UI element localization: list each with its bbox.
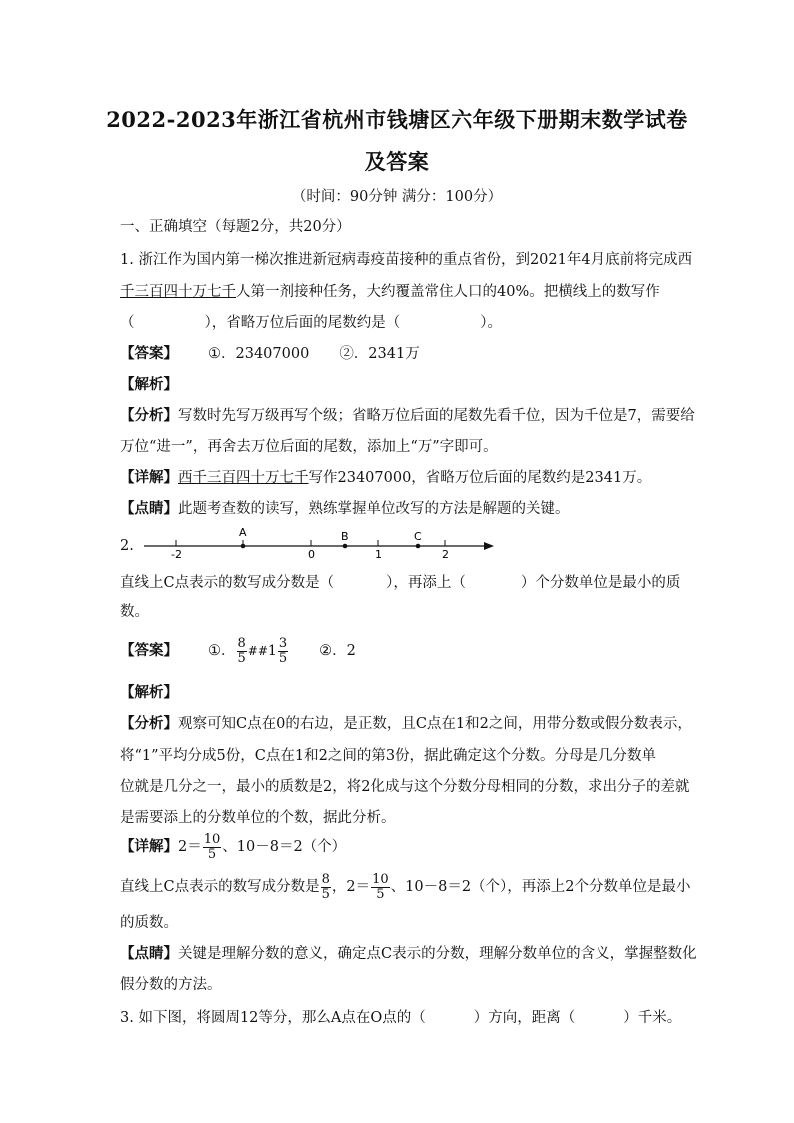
q2-result-a: 直线上C点表示的数写成分数是 — [120, 879, 320, 895]
q3-text-b: ）方向，距离（ — [473, 1010, 576, 1026]
tick-label-2: 2 — [442, 548, 449, 561]
q3-text-a: 3. 如下图，将圆周12等分，那么A点在O点的（ — [120, 1010, 426, 1026]
detail-tag: 【详解】 — [120, 469, 178, 486]
q1-jiexi-tag: 【解析】 — [120, 376, 178, 393]
number-line-figure — [140, 526, 500, 562]
q1-answer — [120, 344, 420, 364]
q2-answer-separator: ## — [247, 644, 268, 658]
q1-text-line1: 1. 浙江作为国内第一梯次推进新冠病毒疫苗接种的重点省份，到2021年4月底前将完成西 — [120, 252, 693, 268]
detail-tag: 【详解】 — [120, 838, 178, 855]
answer-tag: 【答案】 — [120, 345, 178, 362]
q2-answer-2: ②．2 — [319, 643, 356, 659]
q2-analysis-line1 — [120, 714, 692, 734]
analysis-tag: 【分析】 — [120, 715, 178, 732]
q1-comment — [120, 499, 570, 519]
q2-detail-fraction: $\frac{10}{5}$ — [203, 831, 221, 862]
q2-text-b: ），再添上（ — [386, 575, 466, 591]
q3-text-c: ）千米。 — [623, 1010, 682, 1026]
q2-answer-1-prefix: ①． — [208, 643, 236, 659]
q2-result-line2: 的质数。 — [120, 915, 178, 931]
q2-result-line1 — [120, 872, 691, 902]
q1-analysis-line2: 万位“进一”，再舍去万位后面的尾数，添加上“万”字即可。 — [120, 439, 498, 455]
q2-analysis-line4: 是需要添上的分数单位的个数，据此分析。 — [120, 810, 396, 826]
page-title: 2022-2023年浙江省杭州市钱塘区六年级下册期末数学试卷 — [106, 107, 688, 132]
page-title-line2: 及答案 — [364, 149, 430, 174]
q2-result-c: 、10－8＝2（个），再添上2个分数单位是最小 — [390, 879, 691, 895]
analysis-tag: 【分析】 — [120, 407, 178, 424]
q2-text-a: 直线上C点表示的数写成分数是（ — [120, 575, 335, 591]
comment-tag: 【点睛】 — [120, 945, 178, 962]
point-label-a: A — [239, 526, 247, 539]
q1-comment-text: 此题考查数的读写，熟练掌握单位改写的方法是解题的关键。 — [178, 501, 570, 517]
q2-text-line1 — [120, 573, 680, 593]
q2-detail — [120, 832, 346, 862]
q2-answer — [120, 636, 356, 666]
q2-analysis-text1: 观察可知C点在0的右边，是正数，且C点在1和2之间，用带分数或假分数表示， — [178, 716, 692, 732]
q1-detail-underlined: 西千三百四十万七千 — [178, 470, 309, 486]
tick-label-1: 1 — [375, 548, 382, 561]
comment-tag: 【点睛】 — [120, 500, 178, 517]
tick-label-minus2: -2 — [171, 548, 182, 561]
q2-answer-mixed-int: 1 — [267, 643, 277, 659]
q1-answer-2: ②．2341万 — [339, 346, 420, 362]
number-line-arrow — [484, 542, 494, 550]
q2-answer-mixed-fraction: $\frac{3}{5}$ — [278, 635, 288, 666]
q1-text-line2-rest: 人第一剂接种任务，大约覆盖常住人口的40%。把横线上的数写作 — [236, 284, 660, 300]
q1-blank-mid: ），省略万位后面的尾数约是（ — [204, 315, 401, 331]
q2-result-fraction2: $\frac{10}{5}$ — [372, 871, 389, 902]
point-label-b: B — [341, 530, 349, 543]
section-heading: 一、正确填空（每题2分，共20分） — [120, 219, 351, 235]
point-a — [241, 544, 246, 549]
q2-answer-fraction: $\frac{8}{5}$ — [237, 635, 246, 666]
q2-comment-line1 — [120, 944, 697, 964]
q2-comment-text1: 关键是理解分数的意义，确定点C表示的分数，理解分数单位的含义，掌握整数化 — [178, 946, 697, 962]
q2-detail-a: 2＝ — [178, 839, 202, 855]
q1-analysis-line1 — [120, 406, 695, 426]
q1-answer-1: ①．23407000 — [208, 346, 310, 362]
q2-text-c: ）个分数单位是最小的质 — [520, 575, 681, 591]
point-c — [416, 544, 421, 549]
q2-text-line2: 数。 — [120, 604, 149, 620]
q3-text-line1 — [120, 1008, 681, 1028]
q1-detail-text: 写作23407000，省略万位后面的尾数约是2341万。 — [308, 470, 652, 486]
q2-number: 2. — [120, 538, 134, 554]
point-b — [343, 544, 348, 549]
answer-tag: 【答案】 — [120, 642, 178, 659]
q1-detail — [120, 468, 651, 488]
q2-analysis-line2: 将“1”平均分成5份，C点在1和2之间的第3份，据此确定这个分数。分母是几分数单 — [120, 748, 657, 764]
q2-detail-b: 、10－8＝2（个） — [222, 839, 347, 855]
q2-result-fraction1: $\frac{8}{5}$ — [321, 871, 330, 902]
q1-text-line2 — [120, 282, 660, 302]
q2-jiexi-tag: 【解析】 — [120, 684, 178, 701]
q2-comment-line2: 假分数的方法。 — [120, 977, 222, 993]
tick-label-0: 0 — [308, 548, 315, 561]
q1-blank-close: ）。 — [480, 315, 502, 331]
point-label-c: C — [414, 530, 422, 543]
q1-blank-open: （ — [120, 315, 135, 331]
q1-text-line3 — [120, 313, 502, 333]
q1-underlined-number: 千三百四十万七千 — [120, 284, 236, 300]
exam-info: （时间：90分钟 满分：100分） — [291, 189, 503, 205]
q2-analysis-line3: 位就是几分之一，最小的质数是2，将2化成与这个分数分母相同的分数，求出分子的差就 — [120, 779, 690, 795]
q2-result-b: ，2＝ — [331, 879, 371, 895]
q1-analysis-text1: 写数时先写万级再写个级；省略万位后面的尾数先看千位，因为千位是7，需要给 — [178, 408, 695, 424]
